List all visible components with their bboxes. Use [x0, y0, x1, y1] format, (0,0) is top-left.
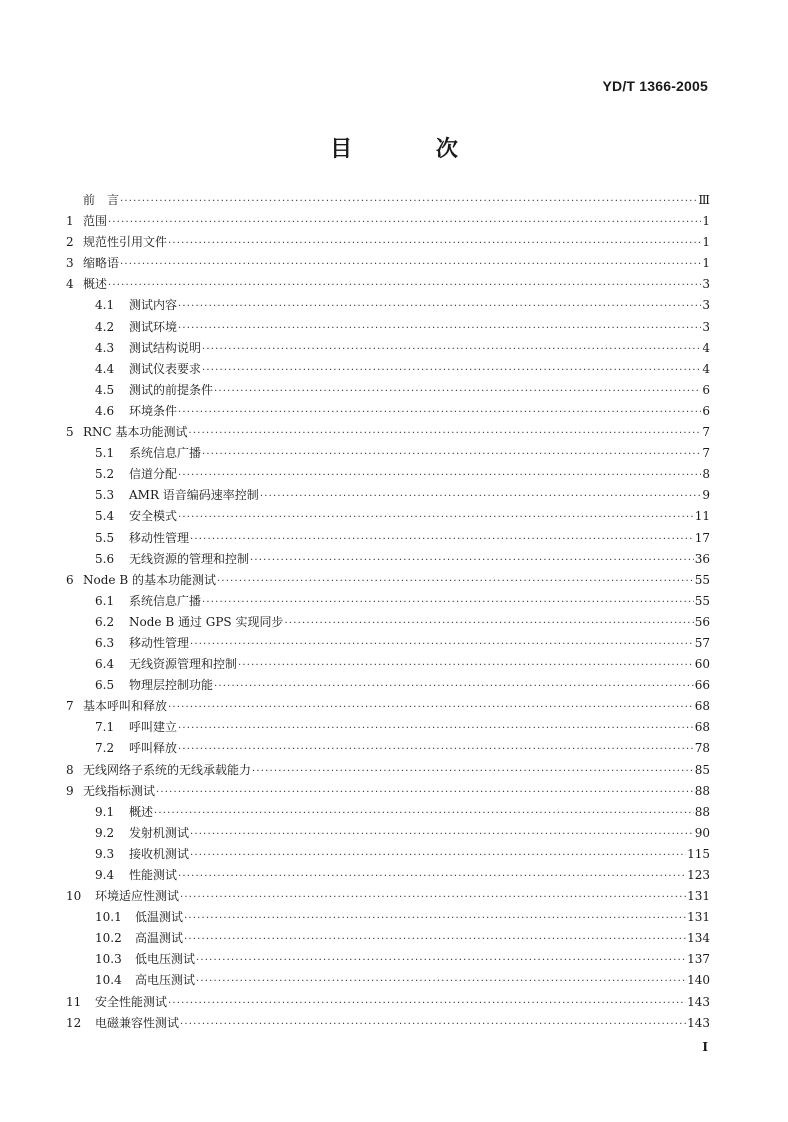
toc-entry-page: Ⅲ [698, 193, 710, 207]
toc-leader-dots [190, 529, 694, 550]
toc-entry[interactable] [66, 865, 710, 886]
toc-entry[interactable] [66, 781, 710, 802]
toc-leader-dots [190, 824, 694, 845]
toc-entry-page: 115 [687, 846, 710, 861]
toc-entry-title: Node B 的基本功能测试 [83, 572, 216, 587]
toc-entry-title: 发射机测试 [129, 825, 190, 840]
toc-entry-number: 6.2 [95, 614, 115, 629]
toc-entry-page: 68 [694, 720, 710, 735]
toc-entry-title: 前 言 [83, 193, 120, 207]
toc-entry[interactable] [66, 190, 710, 211]
toc-entry[interactable] [66, 211, 710, 232]
toc-entry[interactable] [66, 823, 710, 844]
toc-entry[interactable] [66, 443, 710, 464]
toc-entry-title: 接收机测试 [129, 846, 190, 861]
toc-leader-dots [178, 507, 694, 528]
toc-leader-dots [120, 191, 697, 212]
toc-leader-dots [217, 571, 694, 592]
toc-entry-title: 移动性管理 [129, 635, 190, 650]
toc-entry-title: 低温测试 [135, 910, 184, 925]
toc-entry-title: 信道分配 [129, 467, 178, 482]
toc-entry-number: 3 [66, 256, 74, 271]
toc-entry[interactable] [66, 549, 710, 570]
toc-leader-dots [108, 275, 701, 296]
toc-entry-page: 131 [687, 889, 710, 904]
toc-entry[interactable] [66, 949, 710, 970]
toc-entry-page: 123 [687, 868, 710, 882]
toc-leader-dots [284, 613, 693, 634]
toc-entry-page: 90 [694, 825, 710, 840]
toc-leader-dots [168, 697, 694, 718]
toc-entry-page: 131 [687, 910, 710, 925]
toc-entry[interactable] [66, 717, 710, 738]
toc-leader-dots [154, 803, 694, 824]
toc-entry[interactable] [66, 359, 710, 380]
toc-entry[interactable] [66, 675, 710, 696]
toc-entry-number: 2 [66, 235, 74, 250]
toc-entry-title: 测试结构说明 [129, 340, 202, 355]
toc-entry[interactable] [66, 928, 710, 949]
toc-entry-title: 测试内容 [129, 298, 178, 313]
page-number: I [702, 1040, 708, 1054]
toc-entry[interactable] [66, 232, 710, 253]
toc-entry-title: 测试的前提条件 [129, 382, 214, 397]
toc-entry-page: 55 [694, 572, 710, 587]
toc-entry-title: 高电压测试 [135, 973, 196, 988]
toc-leader-dots [196, 950, 686, 971]
toc-entry[interactable] [66, 844, 710, 865]
toc-entry-page: 60 [694, 657, 710, 672]
toc-entry[interactable] [66, 528, 710, 549]
toc-entry-title: 安全性能测试 [95, 994, 168, 1009]
toc-entry[interactable] [66, 633, 710, 654]
toc-leader-dots [178, 296, 701, 317]
toc-entry-number: 4.2 [95, 319, 115, 334]
toc-entry[interactable] [66, 570, 710, 591]
toc-entry-number: 11 [66, 994, 82, 1009]
toc-entry-page: 88 [694, 804, 710, 819]
toc-entry-title: 环境适应性测试 [95, 889, 180, 904]
toc-entry-page: 1 [702, 214, 710, 229]
toc-leader-dots [178, 465, 701, 486]
toc-entry-number: 5 [66, 425, 74, 440]
toc-entry-number: 5.5 [95, 530, 115, 545]
toc-leader-dots [238, 655, 694, 676]
toc-entry-number: 6.3 [95, 635, 115, 650]
toc-entry-page: 56 [694, 614, 710, 629]
toc-entry-title: 测试仪表要求 [129, 361, 202, 376]
toc-entry-page: 7 [702, 425, 710, 440]
toc-entry-page: 140 [687, 973, 710, 988]
toc-entry-number: 10.2 [95, 931, 122, 946]
toc-entry-title: 移动性管理 [129, 530, 190, 545]
toc-entry-title: 范围 [83, 214, 108, 229]
toc-leader-dots [156, 782, 694, 803]
toc-entry-page: 7 [702, 446, 710, 461]
toc-entry[interactable] [66, 317, 710, 338]
toc-entry-title: 安全模式 [129, 509, 178, 524]
toc-entry-title: 低电压测试 [135, 952, 196, 967]
toc-entry-number: 9.1 [95, 804, 115, 819]
toc-entry-page: 88 [694, 783, 710, 798]
toc-entry-title: 性能测试 [129, 868, 178, 882]
toc-entry-page: 66 [694, 678, 710, 693]
toc-leader-dots [184, 908, 686, 929]
toc-entry-number: 9.2 [95, 825, 115, 840]
toc-leader-dots [252, 761, 694, 782]
page-title: 目 次 [330, 137, 496, 162]
toc-leader-dots [190, 845, 686, 866]
toc-entry-number: 5.4 [95, 509, 115, 524]
toc-entry-page: 8 [702, 467, 710, 482]
toc-leader-dots [178, 866, 686, 887]
toc-entry-page: 4 [702, 361, 710, 376]
toc-entry-title: AMR 语音编码速率控制 [129, 488, 259, 503]
toc-entry[interactable] [66, 591, 710, 612]
toc-entry-page: 9 [702, 488, 710, 503]
toc-entry-number: 10 [66, 889, 82, 904]
toc-leader-dots [178, 718, 694, 739]
toc-entry-title: RNC 基本功能测试 [83, 425, 188, 440]
toc-entry-number: 4.6 [95, 403, 115, 418]
toc-leader-dots [180, 1014, 686, 1035]
toc-entry-page: 137 [687, 952, 710, 967]
toc-entry-page: 143 [687, 994, 710, 1009]
toc-entry-page: 3 [702, 298, 710, 313]
toc-entry-page: 17 [694, 530, 710, 545]
toc-entry-number: 12 [66, 1015, 82, 1030]
toc-entry-number: 5.1 [95, 446, 115, 461]
toc-entry-number: 6 [66, 572, 74, 587]
toc-entry-page: 143 [687, 1015, 710, 1030]
toc-leader-dots [189, 423, 701, 444]
toc-entry[interactable] [66, 907, 710, 928]
toc-entry-page: 11 [694, 509, 710, 524]
toc-entry-page: 36 [694, 551, 710, 566]
toc-leader-dots [202, 592, 694, 613]
toc-leader-dots [202, 360, 701, 381]
toc-entry-number: 10.1 [95, 910, 122, 925]
toc-entry[interactable] [66, 338, 710, 359]
toc-entry-title: 呼叫建立 [129, 720, 178, 735]
toc-entry-title: 无线资源的管理和控制 [129, 551, 250, 566]
toc-entry[interactable] [66, 295, 710, 316]
toc-entry-number: 10.3 [95, 952, 122, 967]
toc-entry-page: 55 [694, 593, 710, 608]
toc-entry-title: 概述 [83, 277, 108, 292]
toc-leader-dots [196, 971, 686, 992]
toc-entry[interactable] [66, 760, 710, 781]
toc-entry-page: 68 [694, 699, 710, 714]
toc-leader-dots [108, 212, 701, 233]
toc-entry[interactable] [66, 422, 710, 443]
toc-entry-title: 呼叫释放 [129, 741, 178, 756]
toc-entry[interactable] [66, 886, 710, 907]
toc-entry-title: 测试环境 [129, 319, 178, 334]
toc-entry-number: 9.3 [95, 846, 115, 861]
toc-entry-page: 4 [702, 340, 710, 355]
toc-leader-dots [202, 444, 701, 465]
toc-leader-dots [214, 381, 701, 402]
toc-entry-title: 概述 [129, 804, 154, 819]
toc-entry-page: 85 [694, 762, 710, 777]
toc-entry[interactable] [66, 992, 710, 1013]
toc-entry[interactable] [66, 612, 710, 633]
table-of-contents [66, 190, 710, 1034]
toc-entry-title: 环境条件 [129, 403, 178, 418]
toc-entry-title: 缩略语 [83, 256, 120, 271]
toc-leader-dots [168, 233, 701, 254]
toc-entry-number: 7 [66, 699, 74, 714]
toc-entry[interactable] [66, 274, 710, 295]
toc-leader-dots [178, 318, 701, 339]
toc-entry-title: 系统信息广播 [129, 446, 202, 461]
toc-entry-page: 6 [702, 403, 710, 418]
toc-entry-page: 3 [702, 277, 710, 292]
toc-entry-number: 1 [66, 214, 74, 229]
toc-leader-dots [120, 254, 701, 275]
toc-entry-page: 57 [694, 635, 710, 650]
toc-entry[interactable] [66, 738, 710, 759]
toc-entry-title: 无线指标测试 [83, 783, 156, 798]
toc-entry-title: 物理层控制功能 [129, 678, 214, 693]
toc-leader-dots [184, 929, 686, 950]
toc-leader-dots [178, 739, 694, 760]
toc-entry-number: 6.4 [95, 657, 115, 672]
toc-entry[interactable] [66, 401, 710, 422]
toc-entry-page: 3 [702, 319, 710, 334]
toc-entry[interactable] [66, 654, 710, 675]
toc-leader-dots [202, 339, 701, 360]
toc-leader-dots [178, 402, 701, 423]
toc-entry-number: 4.5 [95, 382, 115, 397]
toc-entry-number: 7.1 [95, 720, 115, 735]
toc-entry-number: 5.6 [95, 551, 115, 566]
toc-entry-page: 134 [687, 931, 710, 946]
toc-entry-title: 电磁兼容性测试 [95, 1015, 180, 1030]
toc-entry-number: 8 [66, 762, 74, 777]
toc-entry[interactable] [66, 696, 710, 717]
toc-leader-dots [180, 887, 686, 908]
toc-entry[interactable] [66, 485, 710, 506]
toc-entry-page: 1 [702, 256, 710, 271]
toc-entry-number: 5.3 [95, 488, 115, 503]
toc-entry[interactable] [66, 464, 710, 485]
toc-entry-number: 9 [66, 783, 74, 798]
toc-entry[interactable] [66, 253, 710, 274]
toc-entry-title: Node B 通过 GPS 实现同步 [129, 614, 284, 629]
toc-entry-number: 4.4 [95, 361, 115, 376]
toc-entry-title: 规范性引用文件 [83, 235, 168, 250]
toc-entry-number: 4.3 [95, 340, 115, 355]
toc-entry-number: 5.2 [95, 467, 115, 482]
toc-entry-page: 1 [702, 235, 710, 250]
toc-leader-dots [250, 550, 694, 571]
toc-entry-page: 6 [702, 382, 710, 397]
toc-entry-title: 无线网络子系统的无线承载能力 [83, 762, 252, 777]
toc-entry-number: 7.2 [95, 741, 115, 756]
toc-entry-number: 4 [66, 277, 74, 292]
toc-entry[interactable] [66, 970, 710, 991]
toc-entry-number: 9.4 [95, 868, 115, 882]
toc-entry-page: 78 [694, 741, 710, 756]
toc-entry-number: 10.4 [95, 973, 122, 988]
toc-leader-dots [190, 634, 694, 655]
toc-leader-dots [260, 486, 701, 507]
toc-entry-number: 6.5 [95, 678, 115, 693]
toc-entry[interactable] [66, 1013, 710, 1034]
standard-code: YD/T 1366-2005 [602, 78, 708, 94]
toc-entry-title: 基本呼叫和释放 [83, 699, 168, 714]
toc-entry-title: 无线资源管理和控制 [129, 657, 238, 672]
toc-entry[interactable] [66, 506, 710, 527]
toc-leader-dots [214, 676, 694, 697]
toc-entry[interactable] [66, 802, 710, 823]
toc-leader-dots [168, 993, 686, 1014]
toc-entry[interactable] [66, 380, 710, 401]
toc-entry-number: 4.1 [95, 298, 115, 313]
toc-entry-title: 系统信息广播 [129, 593, 202, 608]
toc-entry-title: 高温测试 [135, 931, 184, 946]
toc-entry-number: 6.1 [95, 593, 115, 608]
